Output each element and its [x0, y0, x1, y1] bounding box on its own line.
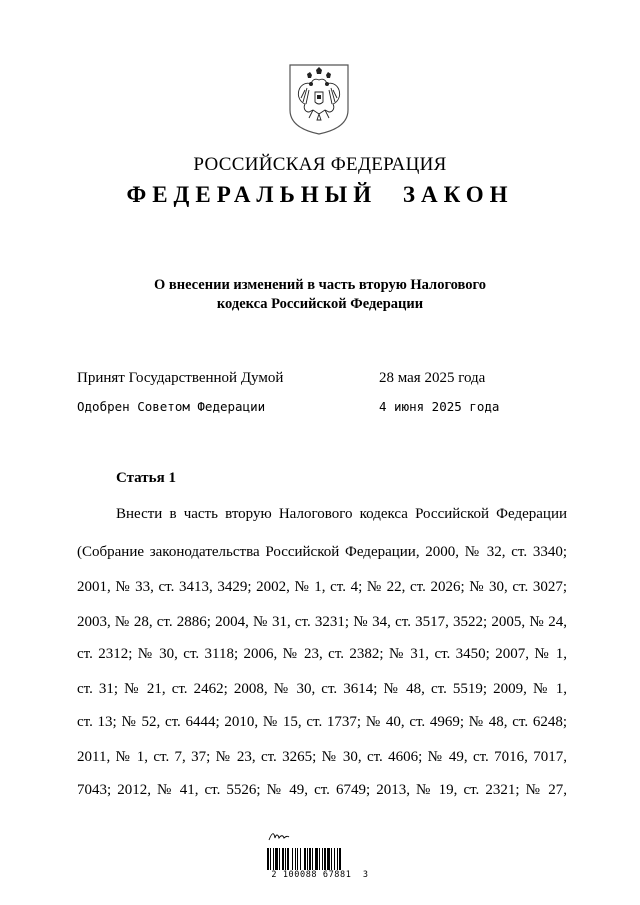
adoption-row-duma	[77, 370, 547, 390]
article-text-line: ст. 31; № 21, ст. 2462; 2008, № 30, ст. 3614; № 48, ст. 5519; 2009, № 1,	[77, 681, 567, 697]
article-heading: Статья 1	[116, 470, 176, 486]
adoption-date: 4 июня 2025 года	[379, 399, 500, 414]
barcode-bar	[341, 848, 342, 870]
adoption-label: Одобрен Советом Федерации	[77, 399, 266, 414]
document-barcode	[255, 832, 385, 884]
law-title-line: кодекса Российской Федерации	[216, 296, 424, 312]
article-text-line: Внести в часть вторую Налогового кодекса Российской Федерации	[116, 506, 567, 522]
adoption-row-council	[77, 399, 547, 419]
adoption-date: 28 мая 2025 года	[379, 370, 486, 386]
barcode-bars	[267, 848, 371, 870]
adoption-label: Принят Государственной Думой	[77, 370, 284, 386]
law-title	[100, 276, 540, 314]
article-text-line: (Собрание законодательства Российской Федерации, 2000, № 32, ст. 3340;	[77, 544, 567, 560]
law-title-line: О внесении изменений в часть вторую Налогового	[153, 277, 487, 293]
document-type: ФЕДЕРАЛЬНЫЙ ЗАКОН	[126, 182, 514, 207]
coat-of-arms-emblem	[287, 62, 351, 136]
country-name: РОССИЙСКАЯ ФЕДЕРАЦИЯ	[193, 154, 447, 175]
article-text-line: ст. 13; № 52, ст. 6444; 2010, № 15, ст. 1737; № 40, ст. 4969; № 48, ст. 6248;	[77, 714, 567, 730]
barcode-number: 2 100088 67881 3	[271, 870, 369, 880]
article-text-line: 7043; 2012, № 41, ст. 5526; № 49, ст. 6749; 2013, № 19, ст. 2321; № 27,	[77, 782, 567, 798]
article-text-line: 2011, № 1, ст. 7, 37; № 23, ст. 3265; № 30, ст. 4606; № 49, ст. 7016, 7017,	[77, 749, 567, 765]
article-text-line: ст. 2312; № 30, ст. 3118; 2006, № 23, ст. 2382; № 31, ст. 3450; 2007, № 1,	[77, 646, 567, 662]
article-text-line: 2003, № 28, ст. 2886; 2004, № 31, ст. 3231; № 34, ст. 3517, 3522; 2005, № 24,	[77, 614, 567, 630]
article-text-line: 2001, № 33, ст. 3413, 3429; 2002, № 1, ст. 4; № 22, ст. 2026; № 30, ст. 3027;	[77, 579, 567, 595]
